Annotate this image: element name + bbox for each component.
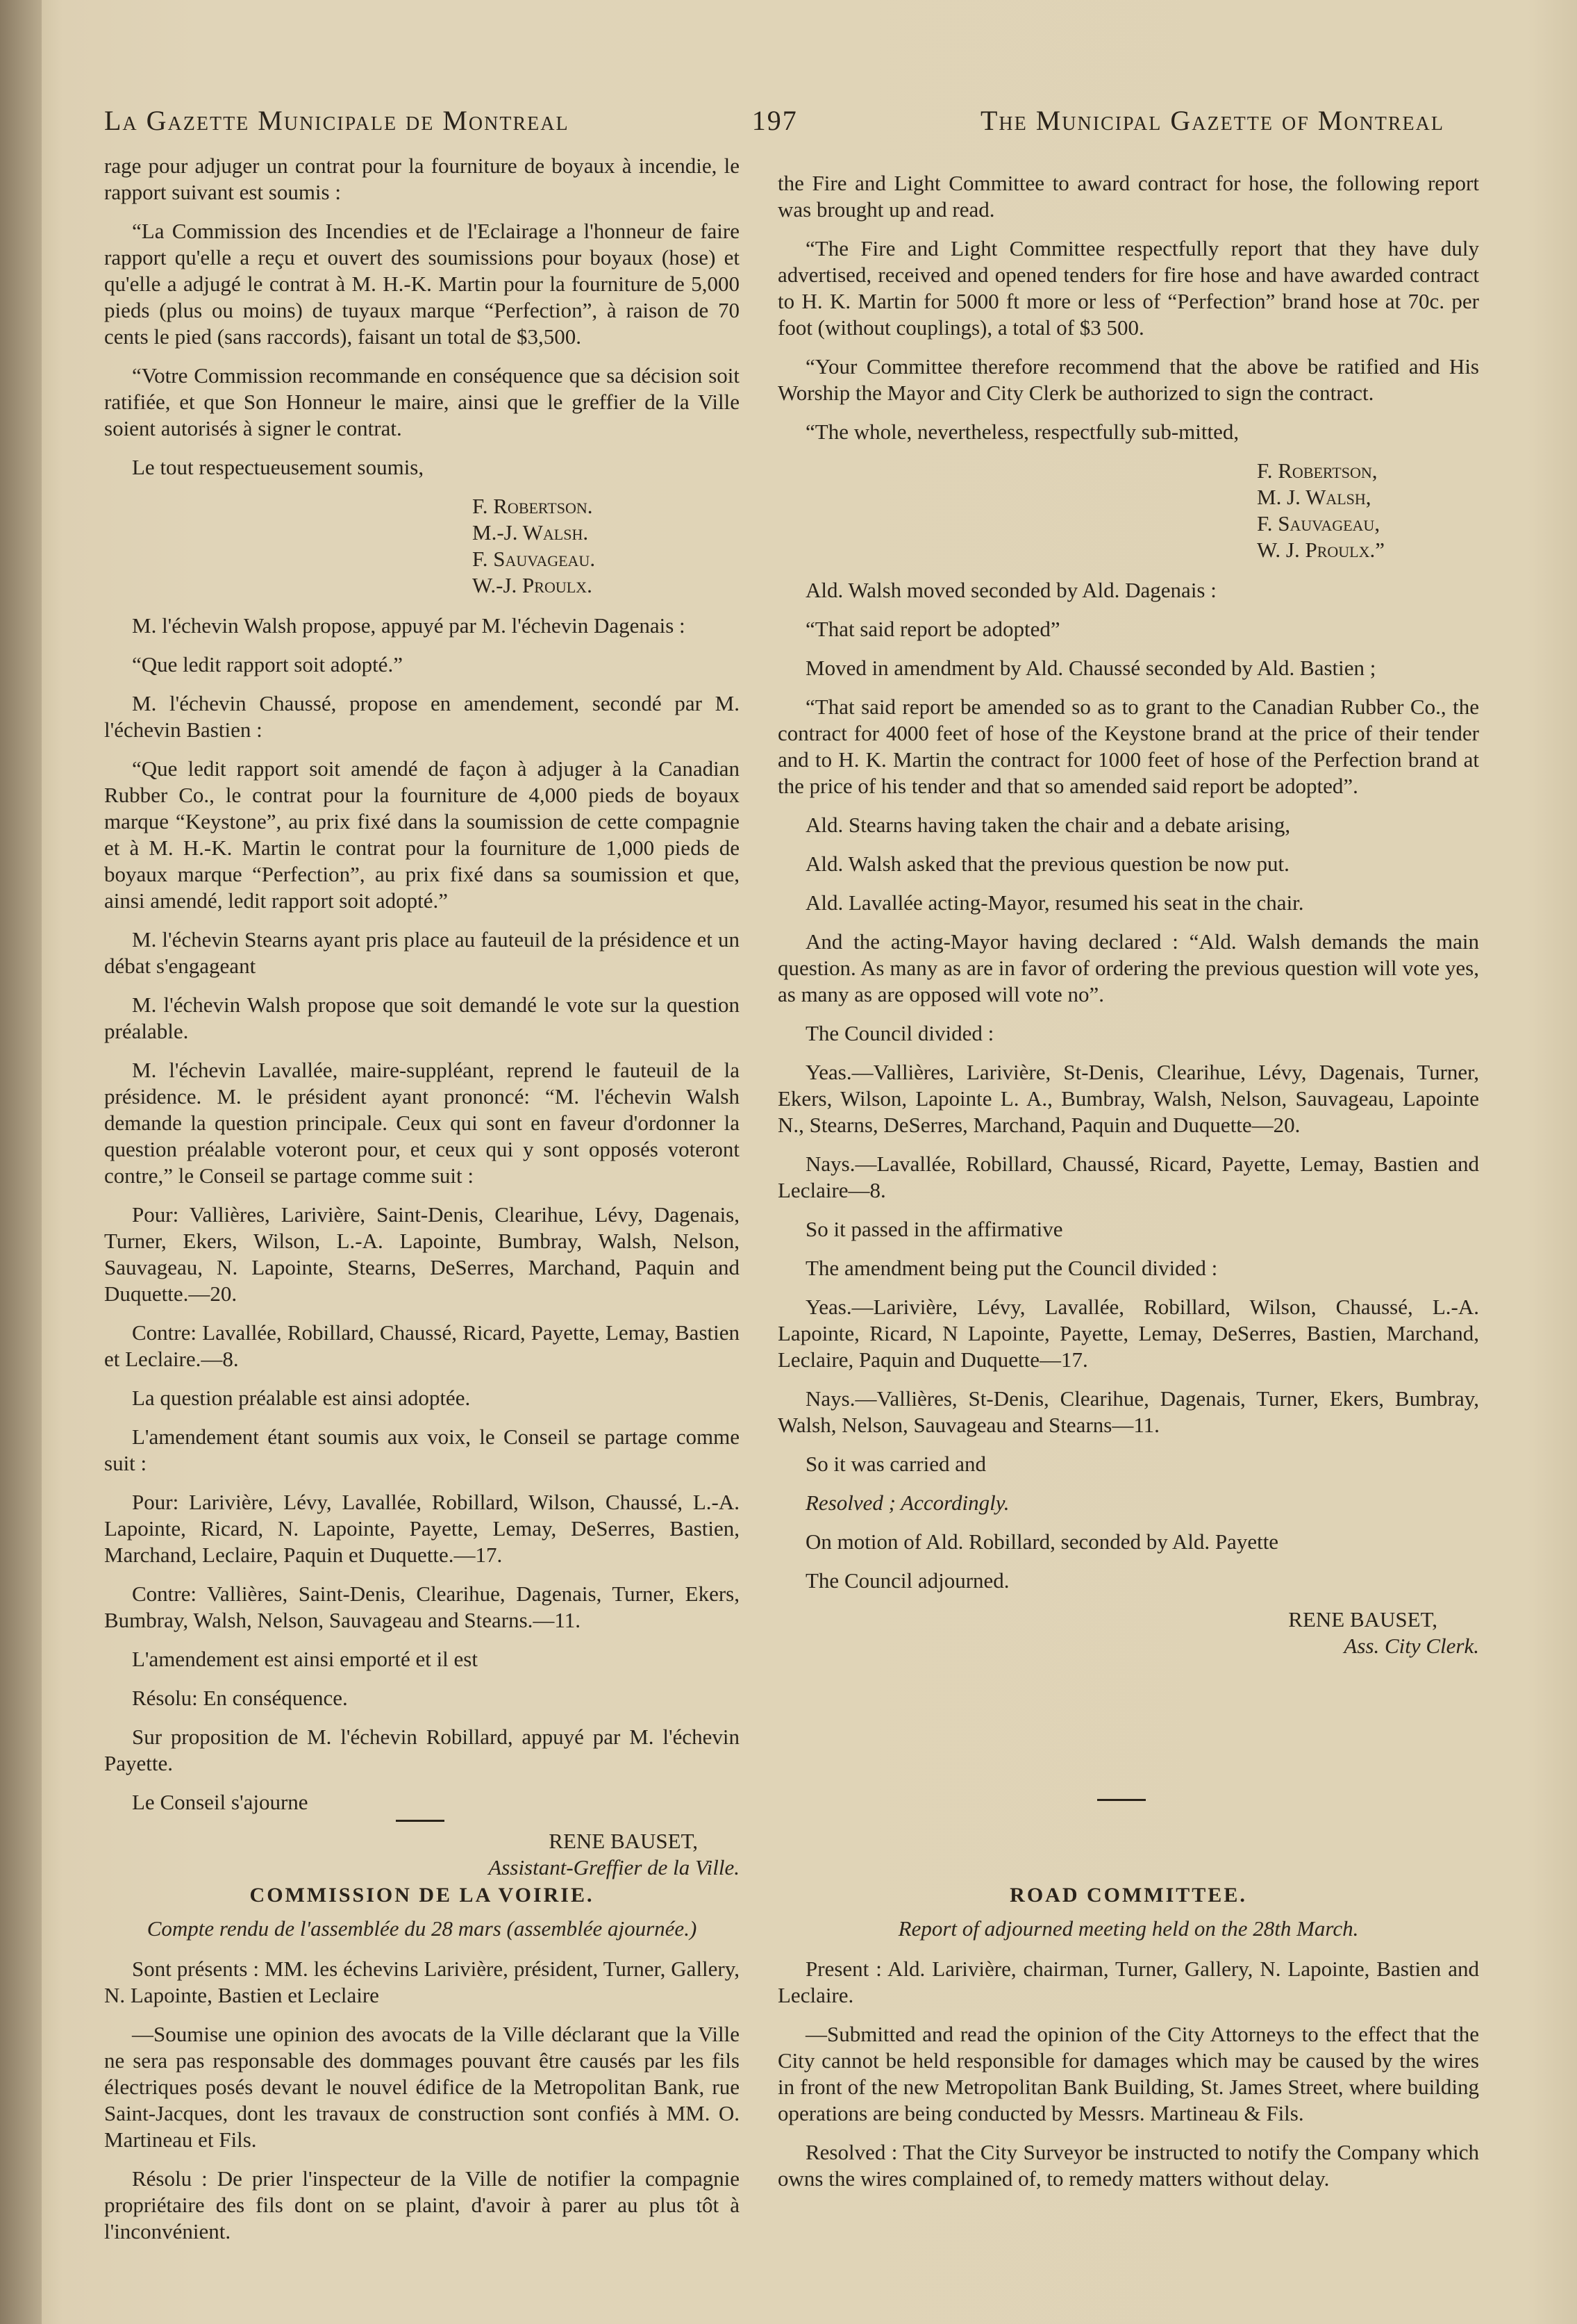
paragraph: “That said report be adopted”	[806, 617, 1060, 641]
vote-yeas: Yeas.—Larivière, Lévy, Lavallée, Robillard, Wilson, Chaussé, L.-A. Lapointe, Ricard, N Lapointe, Payette, Lemay, DeSerres, Bastien, Marchand, Leclaire, Paquin and Duquette—17.	[778, 1295, 1479, 1372]
paragraph: The amendment being put the Council divided :	[806, 1256, 1218, 1280]
vote-nays: Nays.—Vallières, St-Denis, Clearihue, Dagenais, Turner, Ekers, Bumbray, Walsh, Nelson, Sauvageau and Stearns—11.	[778, 1386, 1479, 1437]
voirie-section	[104, 1868, 740, 2257]
paragraph: Sont présents : MM. les échevins Larivière, président, Turner, Gallery, N. Lapointe, Bastien et Leclaire	[104, 1957, 740, 2007]
signatory: F. Robertson,	[1257, 458, 1378, 483]
signatory: M.-J. Walsh.	[472, 520, 589, 545]
paragraph: L'amendement étant soumis aux voix, le Conseil se partage comme suit :	[104, 1425, 740, 1475]
section-divider	[396, 1820, 444, 1822]
page-gutter	[0, 0, 42, 2324]
section-subtitle: Report of adjourned meeting held on the 28th March.	[898, 1916, 1359, 1941]
paragraph: Present : Ald. Larivière, chairman, Turner, Gallery, N. Lapointe, Bastien and Leclaire.	[778, 1957, 1479, 2007]
signatory: F. Sauvageau,	[1257, 511, 1380, 536]
resolution: Résolu: En conséquence.	[132, 1686, 348, 1710]
paragraph: And the acting-Mayor having declared : “Ald. Walsh demands the main question. As many as are in favor of ordering the previous question will vote yes, as many as are opposed will vote no”.	[778, 929, 1479, 1006]
vote-against: Contre: Lavallée, Robillard, Chaussé, Ricard, Payette, Lemay, Bastien et Leclaire.—8.	[104, 1320, 740, 1371]
paragraph: Le Conseil s'ajourne	[132, 1790, 308, 1814]
resolution: Resolved : That the City Surveyor be instructed to notify the Company which owns the wires complained of, to remedy matters without delay.	[778, 2140, 1479, 2191]
page-number: 197	[751, 105, 798, 136]
paragraph: Moved in amendment by Ald. Chaussé seconded by Ald. Bastien ;	[806, 656, 1376, 680]
signatory: W.-J. Proulx.	[472, 573, 592, 597]
paragraph: “That said report be amended so as to grant to the Canadian Rubber Co., the contract for 4000 feet of hose of the Keystone brand at the price of their tender and to H. K. Martin the contract for 1000 feet of hose of the Perfection brand at the price of his tender and that so amended said report be adopted”.	[778, 695, 1479, 798]
paragraph: “Que ledit rapport soit amendé de façon à adjuger à la Canadian Rubber Co., le contrat pour la fourniture de 4,000 pieds de boyaux marque “Keystone”, au prix fixé dans la soumission de cette compagnie et à M. H.-K. Martin le contrat pour la fourniture de 1,000 pieds de boyaux marque “Perfection”, au prix fixé dans sa soumission et que, ainsi amendé, ledit rapport soit adopté.”	[104, 756, 740, 913]
paragraph: M. l'échevin Lavallée, maire-suppléant, reprend le fauteuil de la présidence. M. le président ayant prononcé: “M. l'échevin Walsh demande la question principale. Ceux qui sont en faveur d'ordonner la question préalable voteront pour, et ceux qui y sont opposés voteront contre,” le Conseil se partage comme suit :	[104, 1058, 740, 1188]
header-french-title: La Gazette Municipale de Montreal	[104, 105, 569, 136]
section-title: ROAD COMMITTEE.	[1010, 1884, 1247, 1907]
signatory: W. J. Proulx.”	[1257, 538, 1385, 562]
paragraph: “La Commission des Incendies et de l'Eclairage a l'honneur de faire rapport qu'elle a reçu et ouvert des soumissions pour boyaux (hose) et qu'elle a adjugé le contrat à M. H.-K. Martin pour la fourniture de 5,000 pieds (plus ou moins) de tuyaux marque “Perfection”, à raison de 70 cents le pied (sans raccords), faisant un total de $3,500.	[104, 219, 740, 349]
paragraph: the Fire and Light Committee to award contract for hose, the following report was brought up and read.	[778, 171, 1479, 222]
paragraph: rage pour adjuger un contrat pour la fourniture de boyaux à incendie, le rapport suivant est soumis :	[104, 153, 740, 204]
vote-against: Contre: Vallières, Saint-Denis, Clearihue, Dagenais, Turner, Ekers, Bumbray, Walsh, Nelson, Sauvageau and Stearns.—11.	[104, 1582, 740, 1632]
paragraph: M. l'échevin Stearns ayant pris place au fauteuil de la présidence et un débat s'engageant	[104, 927, 740, 978]
paragraph: So it passed in the affirmative	[806, 1217, 1063, 1241]
paragraph: —Submitted and read the opinion of the City Attorneys to the effect that the City cannot be held responsible for damages which may be caused by the wires in front of the new Metropolitan Bank Building, St. James Street, where building operations are being conducted by Messrs. Martineau & Fils.	[778, 2022, 1479, 2125]
clerk-name: RENE BAUSET,	[1288, 1607, 1437, 1632]
resolution: Résolu : De prier l'inspecteur de la Ville de notifier la compagnie propriétaire des fils dont on se plaint, d'avoir à parer au plus tôt à l'inconvénient.	[104, 2166, 740, 2243]
paragraph: Ald. Stearns having taken the chair and a debate arising,	[806, 813, 1291, 837]
paragraph: So it was carried and	[806, 1452, 986, 1476]
english-column	[778, 170, 1479, 1659]
paragraph: M. l'échevin Walsh propose, appuyé par M. l'échevin Dagenais :	[132, 613, 685, 638]
clerk-title: Assistant-Greffier de la Ville.	[488, 1855, 740, 1879]
french-column	[104, 153, 740, 1881]
paragraph: The Council adjourned.	[806, 1568, 1010, 1593]
paragraph: La question préalable est ainsi adoptée.	[132, 1386, 471, 1410]
paragraph: Ald. Lavallée acting-Mayor, resumed his seat in the chair.	[806, 890, 1304, 915]
vote-yeas: Yeas.—Vallières, Larivière, St-Denis, Clearihue, Lévy, Dagenais, Turner, Ekers, Wilson, Lapointe L. A., Bumbray, Walsh, Nelson, Sauvageau, Lapointe N., Stearns, DeSerres, Marchand, Paquin and Duquette—20.	[778, 1060, 1479, 1137]
vote-for: Pour: Larivière, Lévy, Lavallée, Robillard, Wilson, Chaussé, L.-A. Lapointe, Ricard, N. Lapointe, Payette, Lemay, DeSerres, Bastien, Marchand, Leclaire, Paquin et Duquette.—17.	[104, 1490, 740, 1567]
paragraph: “Votre Commission recommande en conséquence que sa décision soit ratifiée, et que Son Honneur le maire, ainsi que le greffier de la Ville soient autorisés à signer le contrat.	[104, 363, 740, 440]
closing-line: Le tout respectueusement soumis,	[132, 455, 424, 479]
paragraph: Ald. Walsh moved seconded by Ald. Dagenais :	[806, 578, 1217, 602]
paragraph: Sur proposition de M. l'échevin Robillard, appuyé par M. l'échevin Payette.	[104, 1725, 740, 1775]
signatory: F. Sauvageau.	[472, 547, 596, 571]
road-committee-section	[778, 1868, 1479, 2205]
header-english-title: The Municipal Gazette of Montreal	[980, 105, 1444, 136]
clerk-title: Ass. City Clerk.	[1344, 1634, 1479, 1658]
paragraph: Ald. Walsh asked that the previous question be now put.	[806, 852, 1290, 876]
signature-block	[778, 458, 1479, 563]
signatory: F. Robertson.	[472, 494, 593, 518]
page-header	[104, 104, 1444, 146]
paragraph: L'amendement est ainsi emporté et il est	[132, 1647, 478, 1671]
closing-line: “The whole, nevertheless, respectfully sub-mitted,	[806, 420, 1240, 444]
section-subtitle: Compte rendu de l'assemblée du 28 mars (assemblée ajournée.)	[147, 1916, 697, 1941]
section-title: COMMISSION DE LA VOIRIE.	[249, 1884, 594, 1907]
clerk-name: RENE BAUSET,	[549, 1829, 698, 1853]
vote-nays: Nays.—Lavallée, Robillard, Chaussé, Ricard, Payette, Lemay, Bastien and Leclaire—8.	[778, 1152, 1479, 1202]
paragraph: “Que ledit rapport soit adopté.”	[132, 652, 403, 677]
resolution: Resolved ; Accordingly.	[806, 1491, 1010, 1515]
section-divider	[1097, 1799, 1146, 1801]
paragraph: “Your Committee therefore recommend that the above be ratified and His Worship the Mayor and City Clerk be authorized to sign the contract.	[778, 354, 1479, 405]
paragraph: “The Fire and Light Committee respectfully report that they have duly advertised, received and opened tenders for fire hose and have awarded contract to H. K. Martin for 5000 ft more or less of “Perfection” brand hose at 70c. per foot (without couplings), a total of $3 500.	[778, 236, 1479, 340]
paragraph: —Soumise une opinion des avocats de la Ville déclarant que la Ville ne sera pas responsable des dommages pouvant être causés par les fils électriques posés devant le nouvel édifice de la Metropolitan Bank, rue Saint-Jacques, dont les travaux de construction sont confiés à MM. O. Martineau et Fils.	[104, 2022, 740, 2152]
paragraph: M. l'échevin Chaussé, propose en amendement, secondé par M. l'échevin Bastien :	[104, 691, 740, 742]
vote-for: Pour: Vallières, Larivière, Saint-Denis, Clearihue, Lévy, Dagenais, Turner, Ekers, Wilson, L.-A. Lapointe, Bumbray, Walsh, Nelson, Sauvageau, N. Lapointe, Stearns, DeSerres, Marchand, Paquin and Duquette.—20.	[104, 1202, 740, 1306]
signatory: M. J. Walsh,	[1257, 485, 1371, 509]
signature-block	[104, 493, 740, 599]
paragraph: M. l'échevin Walsh propose que soit demandé le vote sur la question préalable.	[104, 993, 740, 1043]
paragraph: On motion of Ald. Robillard, seconded by Ald. Payette	[806, 1529, 1279, 1554]
paragraph: The Council divided :	[806, 1021, 994, 1045]
